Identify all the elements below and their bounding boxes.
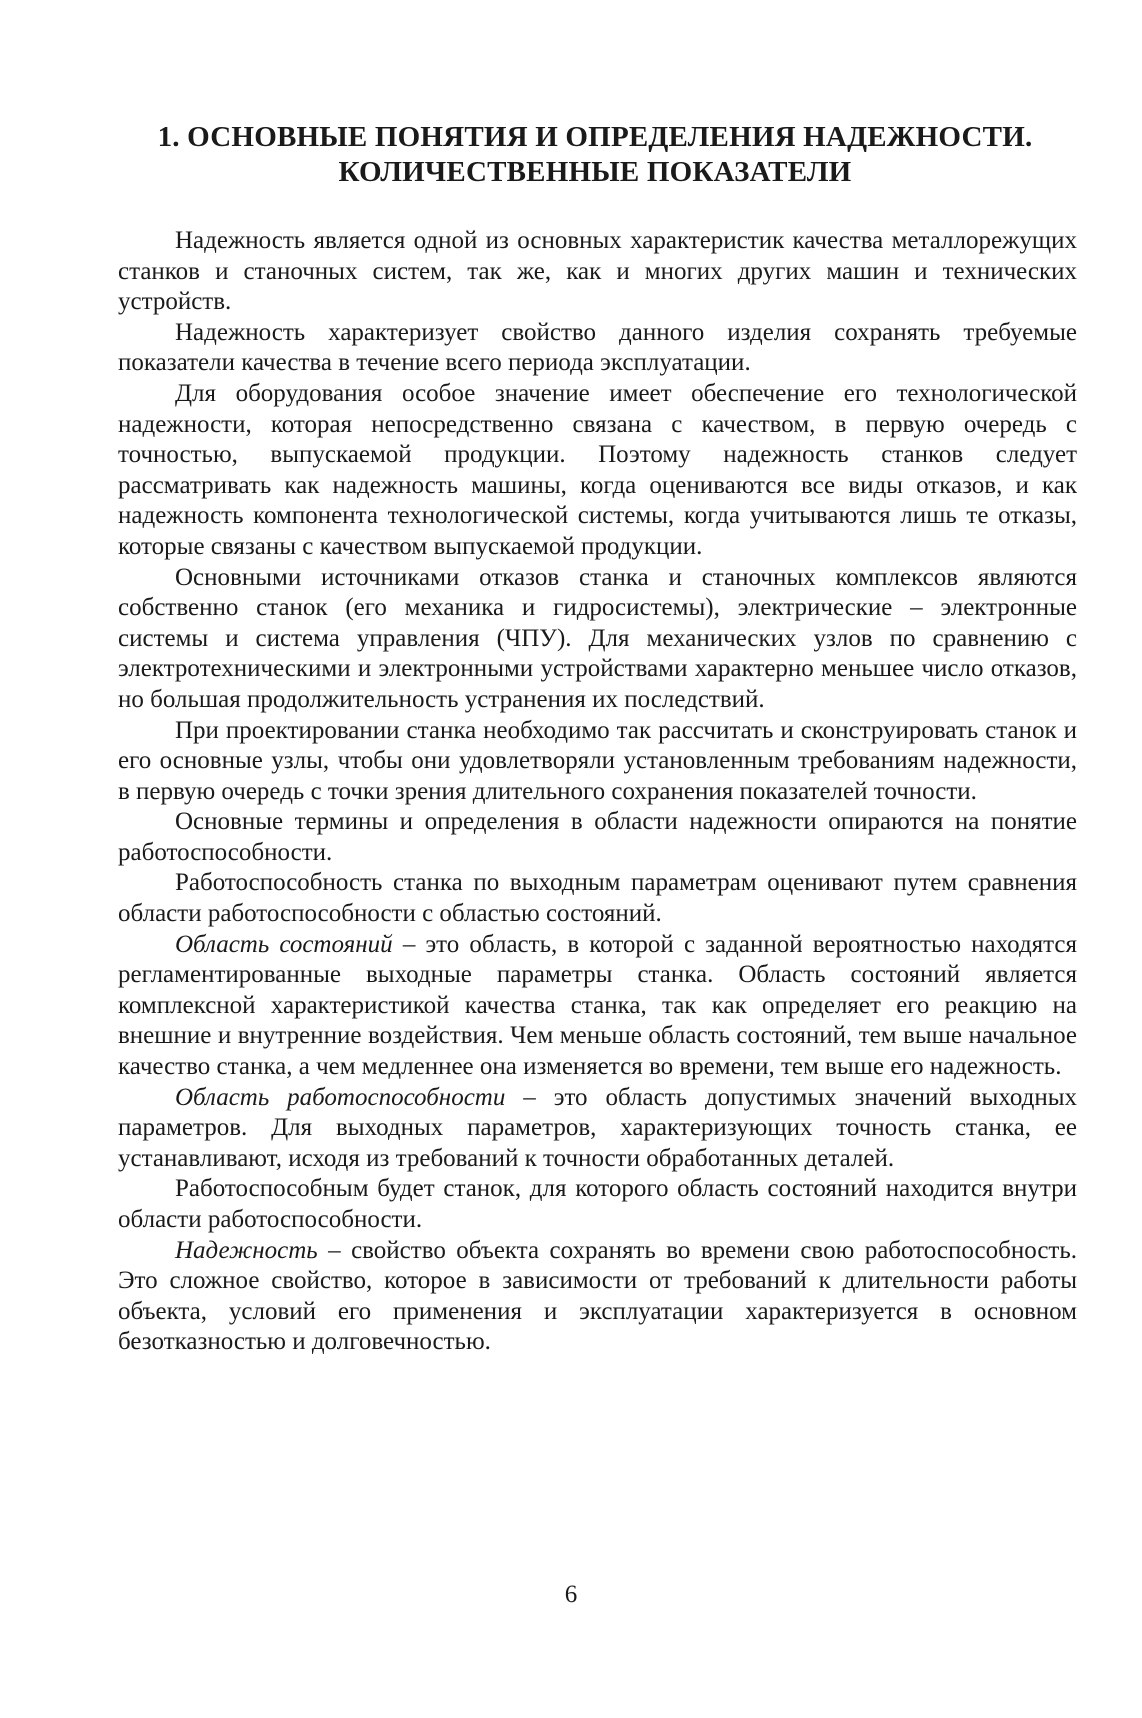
paragraph-1 xyxy=(118,226,1077,318)
paragraph-text: Надежность характеризует свойство данного изделия сохранять требуемые показатели качества в течение всего периода эксплуатации. xyxy=(118,318,1077,377)
paragraph-text: Для оборудования особое значение имеет обеспечение его технологической надежности, которая непосредственно связана с качеством, в первую очередь с точностью, выпускаемой продукции. Поэтому надежность станков следует рассматривать как надежность машины, когда оцениваются все виды отказов, и как надежность компонента технологической системы, когда учитываются лишь те отказы, которые связаны с качеством выпускаемой продукции. xyxy=(118,379,1077,560)
paragraph-text: – это область допустимых значений выходных параметров. Для выходных параметров, характеризующих точность станка, ее устанавливают, исходя из требований к точности обработанных деталей. xyxy=(118,1083,1077,1172)
paragraph-11-definition xyxy=(118,1236,1077,1358)
paragraph-3 xyxy=(118,379,1077,563)
section-heading-line-1: 1. ОСНОВНЫЕ ПОНЯТИЯ И ОПРЕДЕЛЕНИЯ НАДЕЖНОСТИ. xyxy=(157,121,1033,153)
paragraph-9-definition xyxy=(118,1083,1077,1175)
paragraph-text: При проектировании станка необходимо так рассчитать и сконструировать станок и его основные узлы, чтобы они удовлетворяли установленным требованиям надежности, в первую очередь с точки зрения длительного сохранения показателей точности. xyxy=(118,716,1077,805)
paragraph-2 xyxy=(118,318,1077,379)
section-heading xyxy=(110,120,1080,190)
defined-term: Надежность xyxy=(175,1236,318,1264)
defined-term: Область работоспособности xyxy=(175,1083,506,1111)
section-heading-line-2: КОЛИЧЕСТВЕННЫЕ ПОКАЗАТЕЛИ xyxy=(338,156,852,188)
paragraph-text: Надежность является одной из основных характеристик качества металлорежущих станков и станочных систем, так же, как и многих других машин и технических устройств. xyxy=(118,227,1077,316)
paragraph-text: Работоспособным будет станок, для которого область состояний находится внутри области работоспособности. xyxy=(118,1175,1077,1233)
paragraph-text: – свойство объекта сохранять во времени свою работоспособность. Это сложное свойство, которое в зависимости от требований к длительности работы объекта, условий его применения и эксплуатации характеризуется в основном безотказностью и долговечностью. xyxy=(118,1236,1077,1356)
paragraph-6 xyxy=(118,807,1077,868)
paragraph-8-definition xyxy=(118,930,1077,1083)
paragraph-5 xyxy=(118,716,1077,808)
paragraph-text: Основные термины и определения в области надежности опираются на понятие работоспособности. xyxy=(118,808,1077,866)
paragraph-text: Основными источниками отказов станка и станочных комплексов являются собственно станок (его механика и гидросистемы), электрические – электронные системы и система управления (ЧПУ). Для механических узлов по сравнению с электротехническими и электронными устройствами характерно меньшее число отказов, но большая продолжительность устранения их последствий. xyxy=(118,563,1077,713)
paragraph-text: Работоспособность станка по выходным параметрам оценивают путем сравнения области работоспособности с областью состояний. xyxy=(118,869,1077,928)
page-number: 6 xyxy=(564,1581,578,1608)
paragraph-7 xyxy=(118,868,1077,929)
paragraph-10 xyxy=(118,1174,1077,1235)
defined-term: Область состояний xyxy=(175,930,393,958)
body-text xyxy=(118,226,1077,1358)
paragraph-4 xyxy=(118,563,1077,716)
paragraph-text: – это область, в которой с заданной вероятностью находятся регламентированные выходные параметры станка. Область состояний является комплексной характеристикой качества станка, так как определяет его реакцию на внешние и внутренние воздействия. Чем меньше область состояний, тем выше начальное качество станка, а чем медленнее она изменяется во времени, тем выше его надежность. xyxy=(118,930,1077,1081)
